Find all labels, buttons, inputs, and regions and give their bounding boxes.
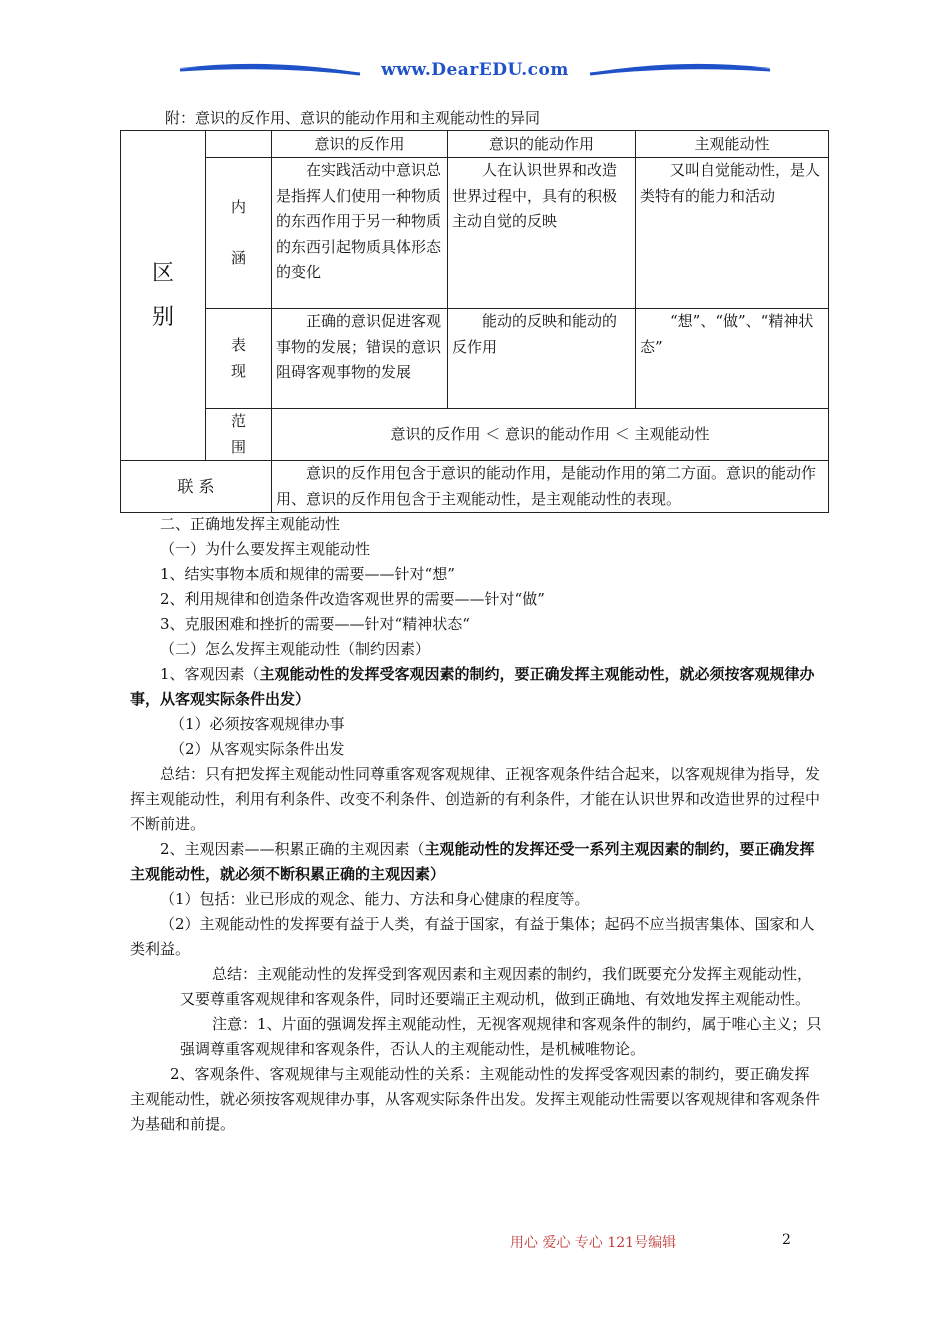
- document-body: [130, 512, 822, 1137]
- col-header-1: 意识的反作用: [272, 131, 448, 158]
- paragraph: （1）必须按客观规律办事: [170, 715, 345, 733]
- paragraph: （1）包括：业已形成的观念、能力、方法和身心健康的程度等。: [160, 890, 590, 908]
- note-paragraph: 注意：1、片面的强调发挥主观能动性，无视客观规律和客观条件的制约，属于唯心主义；只强调尊重客观规律和客观条件，否认人的主观能动性，是机械唯物论。: [180, 1015, 822, 1058]
- row-label: 表 现: [206, 309, 272, 409]
- heading-2: 二、正确地发挥主观能动性: [160, 515, 341, 533]
- col-header-2: 意识的能动作用: [448, 131, 636, 158]
- paragraph: 1、结实事物本质和规律的需要——针对“想”: [160, 565, 455, 583]
- row-label: 内 涵: [206, 158, 272, 309]
- group-label-2: 别: [151, 304, 174, 330]
- table-row: [121, 158, 829, 309]
- table-cell: 正确的意识促进客观事物的发展；错误的意识阻碍客观事物的发展: [272, 309, 448, 409]
- paragraph: 2、客观条件、客观规律与主观能动性的关系：主观能动性的发挥受客观因素的制约，要正确发挥主观能动性，就必须按客观规律办事，从客观实际条件出发。发挥主观能动性需要以客观规律和客观条件为基础和前提。: [130, 1065, 821, 1133]
- col-header-3: 主观能动性: [636, 131, 829, 158]
- summary-paragraph: 总结：只有把发挥主观能动性同尊重客观客观规律、正视客观条件结合起来，以客观规律为指导，发挥主观能动性，利用有利条件、改变不利条件、创造新的有利条件，才能在认识世界和改造世界的过程中不断前进。: [130, 765, 821, 833]
- table-cell: 又叫自觉能动性，是人类特有的能力和活动: [636, 158, 829, 309]
- footer-editor-mark: 用心 爱心 专心 121号编辑: [510, 1235, 677, 1251]
- page-number: 2: [782, 1232, 791, 1248]
- group-label-1: 区: [151, 260, 174, 286]
- paragraph: 1、客观因素（主观能动性的发挥受客观因素的制约，要正确发挥主观能动性，就必须按客观规律办事，从客观实际条件出发）: [130, 665, 815, 708]
- site-brand[interactable]: www.DearEDU.com: [381, 60, 569, 80]
- paragraph: 3、克服困难和挫折的需要——针对“精神状态“: [160, 615, 470, 633]
- table-row-link: [121, 461, 829, 513]
- bold-emphasis: 主观能动性的发挥受客观因素的制约，要正确发挥主观能动性，就必须按客观规律办事，从客观实际条件出发）: [130, 665, 815, 708]
- paragraph: 2、利用规律和创造条件改造客观世界的需要——针对“做”: [160, 590, 545, 608]
- table-row: [121, 409, 829, 461]
- paragraph: （2）从客观实际条件出发: [170, 740, 345, 758]
- row-label: 范 围: [206, 409, 272, 461]
- summary-paragraph: 总结：主观能动性的发挥受到客观因素和主观因素的制约，我们既要充分发挥主观能动性，又要尊重客观规律和客观条件，同时还要端正主观动机，做到正确地、有效地发挥主观能动性。: [180, 965, 813, 1008]
- site-header-banner: [175, 58, 775, 88]
- subheading: （二）怎么发挥主观能动性（制约因素）: [160, 640, 431, 658]
- group-label-cell: [121, 131, 206, 461]
- table-cell: 人在认识世界和改造世界过程中，具有的积极主动自觉的反映: [448, 158, 636, 309]
- link-label: 联 系: [121, 461, 272, 513]
- paragraph: （2）主观能动性的发挥要有益于人类，有益于国家，有益于集体；起码不应当损害集体、国家和人类利益。: [130, 915, 815, 958]
- table-row: [121, 309, 829, 409]
- subheading: （一）为什么要发挥主观能动性: [160, 540, 371, 558]
- table-cell: “想”、“做”、“精神状态”: [636, 309, 829, 409]
- range-cell: 意识的反作用 ＜ 意识的能动作用 ＜ 主观能动性: [272, 409, 829, 461]
- comparison-table: [120, 130, 829, 513]
- bold-emphasis: 主观能动性的发挥还受一系列主观因素的制约，要正确发挥主观能动性，就必须不断积累正确的主观因素）: [130, 840, 815, 883]
- empty-header-cell: [206, 131, 272, 158]
- table-header-row: [121, 131, 829, 158]
- link-text: 意识的反作用包含于意识的能动作用，是能动作用的第二方面。意识的能动作用、意识的反作用包含于主观能动性，是主观能动性的表现。: [272, 461, 829, 513]
- table-cell: 能动的反映和能动的反作用: [448, 309, 636, 409]
- table-caption: 附：意识的反作用、意识的能动作用和主观能动性的异同: [165, 109, 541, 127]
- paragraph: 2、主观因素——积累正确的主观因素（主观能动性的发挥还受一系列主观因素的制约，要正确发挥主观能动性，就必须不断积累正确的主观因素）: [130, 840, 815, 883]
- table-cell: 在实践活动中意识总是指挥人们使用一种物质的东西作用于另一种物质的东西引起物质具体形态的变化: [272, 158, 448, 309]
